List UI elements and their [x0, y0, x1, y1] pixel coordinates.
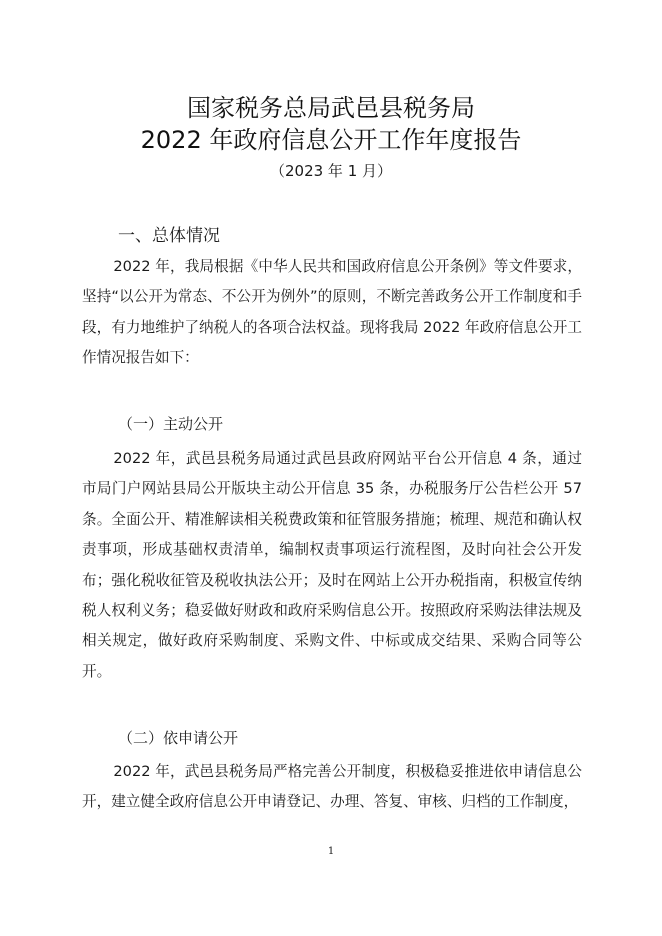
subsection-heading-proactive-disclosure: （一）主动公开 [118, 415, 224, 433]
paragraph-disclosure-upon-request: 2022 年，武邑县税务局严格完善公开制度，积极稳妥推进依申请信息公开，建立健全政府信息公开申请登记、办理、答复、审核、归档的工作制度， [82, 763, 582, 811]
document-title-line2: 2022 年政府信息公开工作年度报告 [140, 126, 522, 154]
paragraph-proactive-disclosure: 2022 年，武邑县税务局通过武邑县政府网站平台公开信息 4 条，通过市局门户网站县局公开版块主动公开信息 35 条，办税服务厅公告栏公开 57 条。全面公开、精准解读相关税费政策和征管服务措施；梳理、规范和确认权责事项，形成基础权责清单，编制权责事项运行流程图，及时向社会公开发布；强化税收征管及税收执法公开；及时在网站上公开办税指南，积极宣传纳税人权利义务；稳妥做好财政和政府采购信息公开。按照政府采购法律法规及相关规定，做好政府采购制度、采购文件、中标或成交结果、采购合同等公开。 [82, 450, 582, 680]
page-number: 1 [327, 846, 335, 857]
paragraph-overview: 2022 年，我局根据《中华人民共和国政府信息公开条例》等文件要求，坚持“以公开为常态、不公开为例外”的原则，不断完善政务公开工作制度和手段，有力地维护了纳税人的各项合法权益。现将我局 2022 年政府信息公开工作情况报告如下： [82, 258, 582, 367]
subsection-heading-disclosure-upon-request: （二）依申请公开 [118, 729, 239, 747]
document-title-line1: 国家税务总局武邑县税务局 [187, 94, 475, 122]
document-date: （2023 年 1 月） [269, 162, 393, 180]
section-heading-overview: 一、总体情况 [118, 226, 220, 246]
